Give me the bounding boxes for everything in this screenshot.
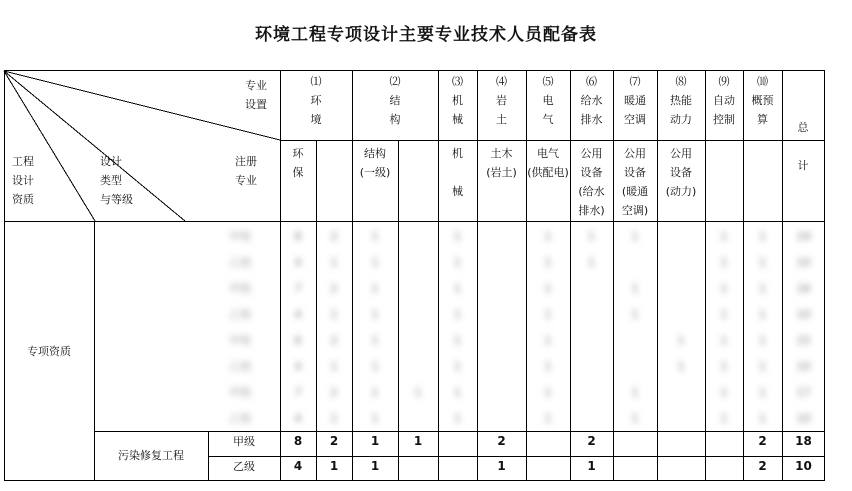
registered-environment: 环 保 (292, 147, 304, 179)
blurred-value-cell: 1 (720, 230, 728, 243)
blurred-value-cell: 1 (454, 386, 461, 399)
blurred-value-cell: 1 (720, 256, 728, 269)
blurred-grade-cell: 甲级 (229, 386, 251, 399)
registered-major-label: 注册 专业 (235, 155, 257, 187)
blurred-value-cell: 1 (544, 334, 552, 347)
blurred-value-cell: 1 (759, 308, 766, 321)
blurred-value-cell: 1 (371, 412, 379, 425)
blurred-grade-cell: 乙级 (229, 360, 251, 373)
blurred-value-cell: 1 (454, 308, 461, 321)
blurred-value-cell: 1 (330, 308, 338, 321)
major-header-geotechnical: ⑷ 岩 土 (496, 75, 507, 126)
blurred-grade-cell: 乙级 (229, 308, 251, 321)
blurred-value-cell: 1 (631, 308, 639, 321)
blurred-value-cell: 1 (544, 282, 552, 295)
blurred-value-cell: 1 (631, 230, 639, 243)
blurred-value-cell: 6 (294, 334, 302, 347)
blurred-value-cell: 10 (796, 256, 811, 269)
blurred-value-cell: 1 (677, 334, 685, 347)
blurred-value-cell: 1 (544, 386, 552, 399)
registered-electrical: 电气 (供配电) (527, 147, 569, 179)
blurred-value-cell: 1 (720, 360, 728, 373)
blurred-value-cell: 1 (720, 412, 728, 425)
blurred-value-cell: 1 (371, 230, 379, 243)
blurred-value-cell: 1 (371, 334, 379, 347)
blurred-value-cell: 1 (454, 334, 461, 347)
major-header-automation: ⑼ 自动 控制 (713, 75, 735, 126)
blurred-value-cell: 17 (796, 386, 811, 399)
pollution-grade-b-label: 乙级 (233, 460, 255, 473)
blurred-value-cell: 1 (414, 386, 422, 399)
pollution-grade-a-cell: 2 (329, 434, 339, 448)
blurred-grade-cell: 甲级 (229, 334, 251, 347)
blurred-value-cell: 4 (294, 256, 302, 269)
pollution-grade-a-cell: 1 (370, 434, 380, 448)
blurred-value-cell: 1 (720, 386, 728, 399)
blurred-value-cell: 1 (588, 256, 595, 269)
blurred-value-cell: 1 (330, 256, 338, 269)
pollution-grade-a-cell: 2 (758, 434, 767, 448)
registered-water: 公用 设备 (给水 排水) (578, 147, 605, 217)
blurred-value-cell: 1 (330, 360, 338, 373)
blurred-value-cell: 10 (796, 412, 811, 425)
major-header-thermal: ⑻ 热能 动力 (670, 75, 692, 126)
registered-hvac: 公用 设备 (暖通 空调) (621, 147, 649, 217)
major-header-structure: ⑵ 结 构 (389, 75, 401, 126)
blurred-value-cell: 10 (796, 360, 811, 373)
pollution-grade-b-cell: 1 (370, 459, 380, 473)
blurred-value-cell: 1 (544, 230, 552, 243)
blurred-value-cell: 8 (294, 230, 302, 243)
major-header-electrical: ⑸ 电 气 (542, 75, 554, 126)
pollution-grade-b-cell: 2 (758, 459, 767, 473)
blurred-value-cell: 4 (294, 308, 302, 321)
blurred-value-cell: 1 (371, 386, 379, 399)
blurred-value-cell: 1 (759, 386, 766, 399)
blurred-value-cell: 1 (588, 230, 595, 243)
blurred-value-cell: 2 (330, 282, 338, 295)
pollution-grade-b-cell: 1 (587, 459, 596, 473)
blurred-value-cell: 4 (294, 412, 302, 425)
registered-structure: 结构 (一级) (359, 147, 391, 179)
blurred-value-cell: 2 (330, 334, 338, 347)
blurred-value-cell: 1 (454, 360, 461, 373)
blurred-grade-cell: 甲级 (229, 282, 251, 295)
engineering-qualification-label: 工程 设计 资质 (12, 155, 34, 206)
blurred-value-cell: 15 (796, 334, 811, 347)
major-setting-label: 专业 设置 (245, 79, 267, 111)
blurred-value-cell: 1 (720, 308, 728, 321)
blurred-value-cell: 16 (796, 282, 811, 295)
blurred-grade-cell: 乙级 (229, 412, 251, 425)
blurred-value-cell: 7 (294, 386, 302, 399)
blurred-value-cell: 1 (544, 412, 552, 425)
blurred-value-cell: 1 (371, 308, 379, 321)
pollution-grade-a-cell: 1 (413, 434, 423, 448)
blurred-value-cell: 1 (454, 256, 461, 269)
pollution-grade-a-label: 甲级 (233, 435, 255, 448)
design-type-label: 设计 类型 与等级 (100, 155, 133, 206)
blurred-value-cell: 19 (796, 230, 811, 243)
blurred-value-cell: 10 (796, 308, 811, 321)
blurred-grade-cell: 乙级 (229, 256, 251, 269)
special-qualification-label: 专项资质 (27, 345, 71, 358)
blurred-value-cell: 1 (720, 334, 728, 347)
blurred-value-cell: 1 (759, 282, 766, 295)
major-header-budget: ⑽ 概预 算 (751, 75, 774, 126)
page-title: 环境工程专项设计主要专业技术人员配备表 (255, 25, 597, 45)
registered-geotechnical: 土木 (岩土) (486, 147, 517, 179)
blurred-value-cell: 1 (631, 282, 639, 295)
blurred-value-cell: 1 (759, 360, 766, 373)
pollution-grade-b-cell: 4 (293, 459, 303, 473)
blurred-value-cell: 1 (759, 412, 766, 425)
registered-thermal: 公用 设备 (动力) (665, 147, 697, 198)
blurred-grade-cell: 甲级 (229, 230, 251, 243)
blurred-value-cell: 1 (454, 230, 461, 243)
blurred-value-cell: 1 (631, 412, 639, 425)
pollution-remediation-label: 污染修复工程 (118, 449, 184, 462)
blurred-value-cell: 2 (330, 386, 338, 399)
pollution-grade-a-cell: 18 (795, 434, 812, 448)
major-header-hvac: ⑺ 暖通 空调 (624, 75, 646, 126)
blurred-value-cell: 1 (720, 282, 728, 295)
blurred-value-cell: 1 (371, 282, 379, 295)
pollution-grade-a-cell: 2 (497, 434, 506, 448)
blurred-value-cell: 7 (294, 282, 302, 295)
blurred-value-cell: 1 (759, 256, 766, 269)
blurred-value-cell: 1 (330, 412, 338, 425)
blurred-value-cell: 1 (544, 308, 552, 321)
blurred-value-cell: 2 (330, 230, 338, 243)
blurred-value-cell: 1 (371, 360, 379, 373)
blurred-value-cell: 1 (759, 334, 766, 347)
pollution-grade-b-cell: 1 (329, 459, 339, 473)
major-header-water: ⑹ 给水 排水 (580, 75, 603, 126)
pollution-grade-b-cell: 1 (497, 459, 506, 473)
registered-mechanical: 机 械 (452, 147, 463, 198)
total-header: 总 计 (797, 121, 809, 172)
blurred-table-body (94, 222, 825, 431)
blurred-value-cell: 1 (454, 282, 461, 295)
pollution-grade-a-cell: 8 (293, 434, 303, 448)
blurred-value-cell: 1 (371, 256, 379, 269)
major-header-environment: ⑴ 环 境 (310, 75, 322, 126)
major-header-mechanical: ⑶ 机 械 (452, 75, 463, 126)
pollution-grade-a-cell: 2 (587, 434, 596, 448)
blurred-value-cell: 1 (544, 360, 552, 373)
blurred-value-cell: 1 (759, 230, 766, 243)
blurred-value-cell: 4 (294, 360, 302, 373)
blurred-value-cell: 1 (677, 360, 685, 373)
blurred-value-cell: 1 (544, 256, 552, 269)
pollution-grade-b-cell: 10 (795, 459, 812, 473)
blurred-value-cell: 1 (454, 412, 461, 425)
blurred-value-cell: 1 (631, 386, 639, 399)
